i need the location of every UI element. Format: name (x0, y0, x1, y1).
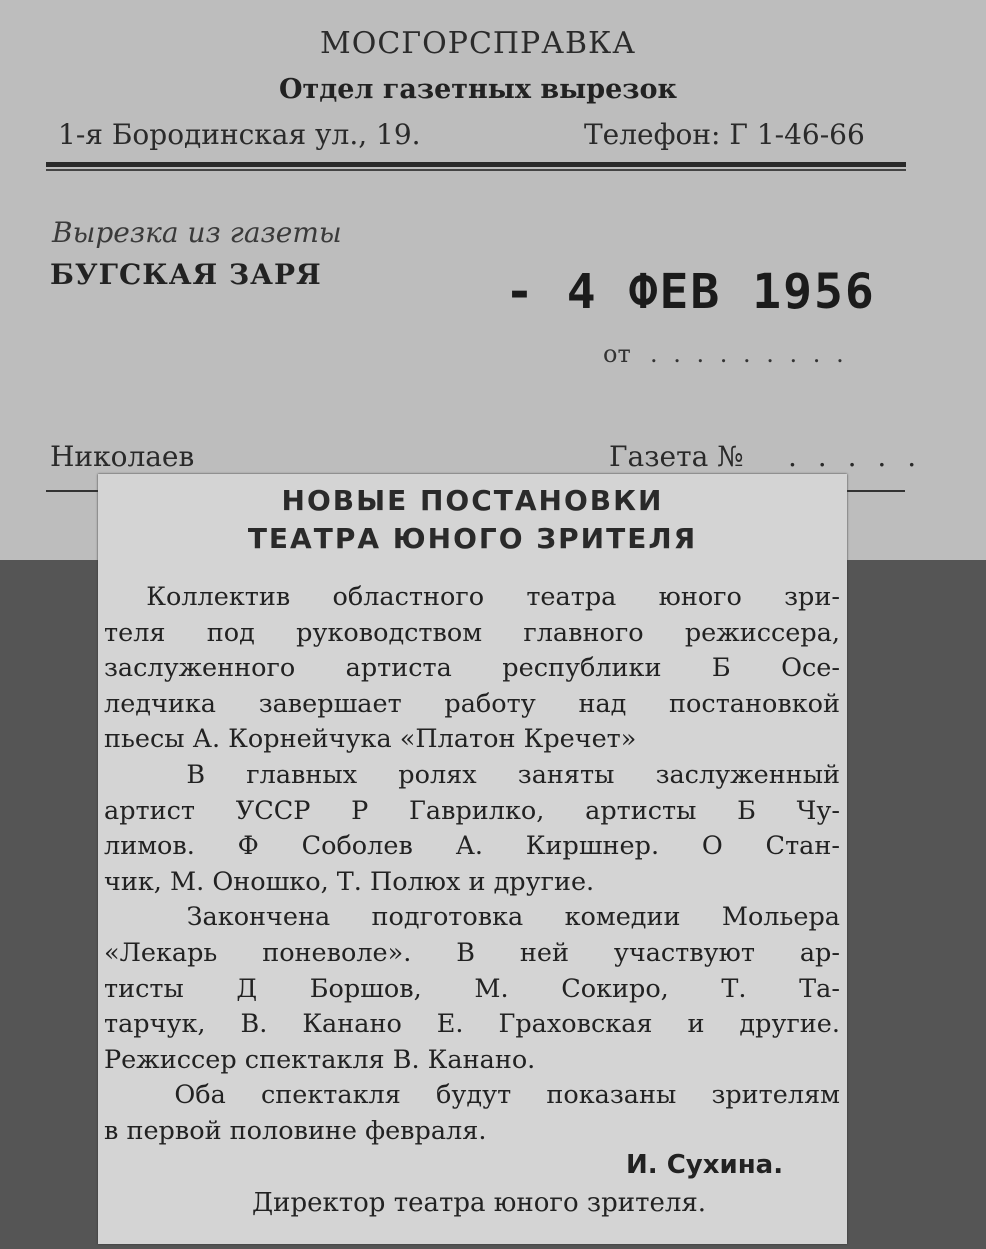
article-line: чик, М. Оношко, Т. Полюх и другие. (104, 866, 595, 897)
header-divider (46, 162, 906, 167)
issue-label: Газета № (609, 440, 744, 473)
article-line: заслуженного артиста республики Б Осе- (104, 653, 840, 684)
agency-phone: Телефон: Г 1-46-66 (584, 118, 865, 151)
article-line: «Лекарь поневоле». В ней участвуют ар- (104, 937, 840, 968)
article-body (104, 580, 840, 1150)
article-line: лимов. Ф Соболев А. Киршнер. О Стан- (104, 831, 840, 862)
article-line: теля под руководством главного режиссера, (104, 617, 840, 648)
headline-line-1: НОВЫЕ ПОСТАНОВКИ (281, 484, 664, 517)
date-prefix: от (603, 340, 631, 368)
article-line: артист УССР Р Гаврилко, артисты Б Чу- (104, 795, 840, 826)
article-headline (98, 482, 847, 558)
article-line: Коллектив областного театра юного зри- (104, 582, 840, 612)
article-line: тарчук, В. Канано Е. Граховская и другие. (104, 1009, 840, 1040)
article-line: пьесы А. Корнейчука «Платон Кречет» (104, 724, 637, 755)
headline-line-2: ТЕАТРА ЮНОГО ЗРИТЕЛЯ (247, 522, 698, 555)
header-divider-thin (46, 169, 906, 171)
article-line: Режиссер спектакля В. Канано. (104, 1044, 536, 1075)
date-blank: . . . . . . . . . (650, 340, 848, 368)
agency-name: МОСГОРСПРАВКА (320, 26, 636, 61)
signature-title: Директор театра юного зрителя. (252, 1188, 707, 1218)
article-line: Закончена подготовка комедии Мольера (104, 902, 840, 933)
newspaper-clipping (98, 474, 847, 1244)
article-line: в первой половине февраля. (104, 1115, 487, 1146)
footer-rule-right (845, 490, 905, 492)
agency-address: 1-я Бородинская ул., 19. (58, 118, 421, 151)
newspaper-name: БУГСКАЯ ЗАРЯ (50, 258, 322, 291)
article-line: Оба спектакля будут показаны зрителям (104, 1080, 840, 1111)
department-name: Отдел газетных вырезок (279, 74, 677, 105)
issue-blank: . . . . . (788, 440, 923, 473)
article-line: ледчика завершает работу над постановкой (104, 688, 840, 719)
article-signature: И. Сухина. (626, 1150, 784, 1180)
article-line: В главных ролях заняты заслуженный (104, 759, 840, 790)
article-line: тисты Д Боршов, М. Сокиро, Т. Та- (104, 973, 840, 1004)
city-name: Николаев (50, 440, 195, 473)
cutting-label: Вырезка из газеты (52, 216, 342, 249)
date-stamp: - 4 ФЕВ 1956 (505, 264, 876, 320)
